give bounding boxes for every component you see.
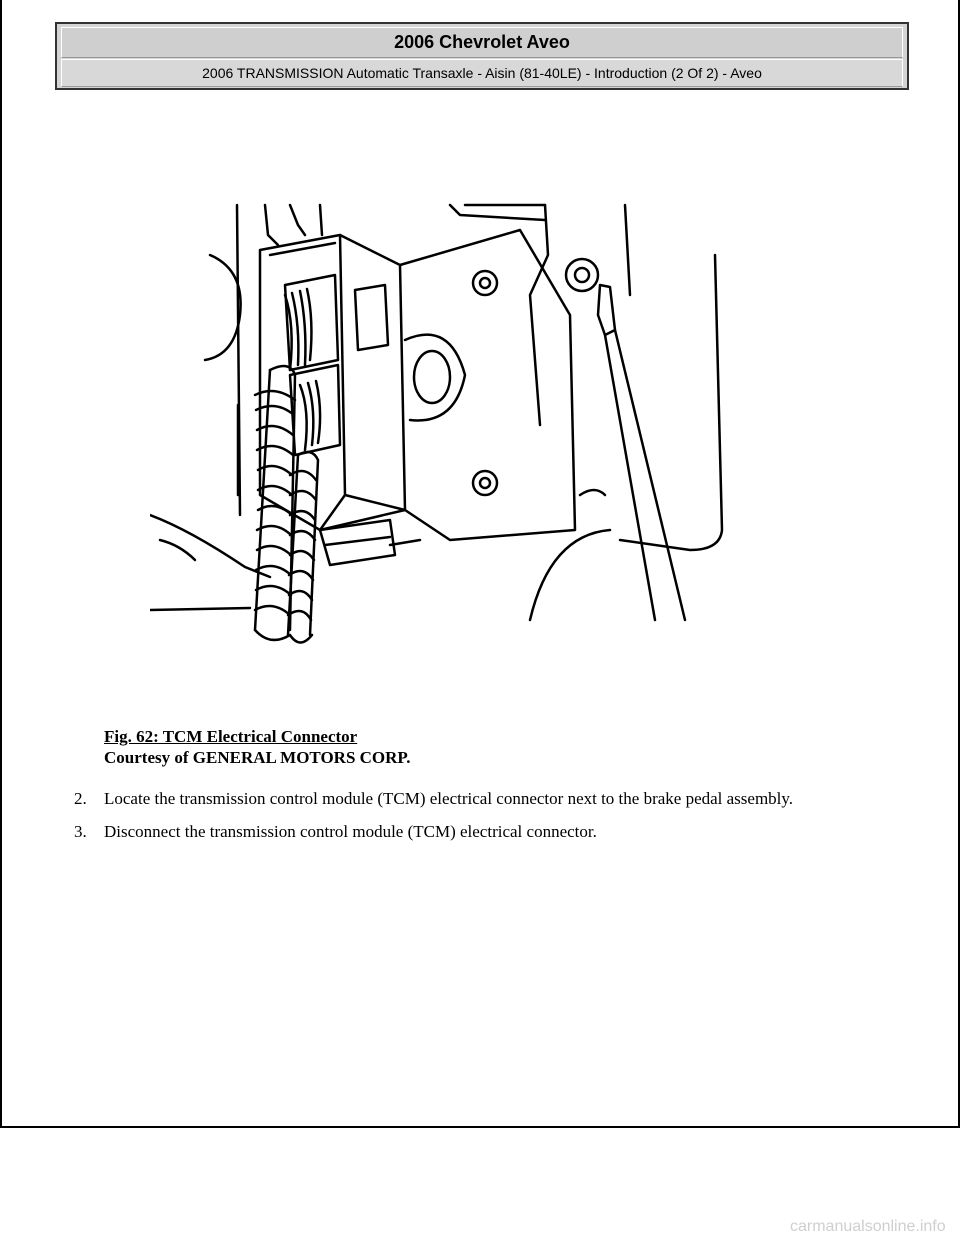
page-header [55, 22, 909, 90]
step-number: 2. [74, 789, 87, 808]
page-border-bottom [0, 1126, 960, 1128]
figure-credit: Courtesy of GENERAL MOTORS CORP. [104, 748, 411, 767]
tcm-connector-illustration [150, 195, 740, 650]
step-text: Locate the transmission control module (TCM) electrical connector next to the brake pedal assembly. [104, 789, 794, 808]
figure-title: Fig. 62: TCM Electrical Connector [104, 727, 358, 746]
header-title: 2006 Chevrolet Aveo [61, 27, 903, 58]
page-border-left [0, 0, 2, 1128]
step-number: 3. [74, 822, 87, 841]
watermark: carmanualsonline.info [790, 1218, 946, 1235]
header-subtitle: 2006 TRANSMISSION Automatic Transaxle - Aisin (81-40LE) - Introduction (2 Of 2) - Aveo [61, 59, 903, 87]
figure-caption [104, 726, 411, 768]
step-text: Disconnect the transmission control module (TCM) electrical connector. [104, 822, 597, 841]
